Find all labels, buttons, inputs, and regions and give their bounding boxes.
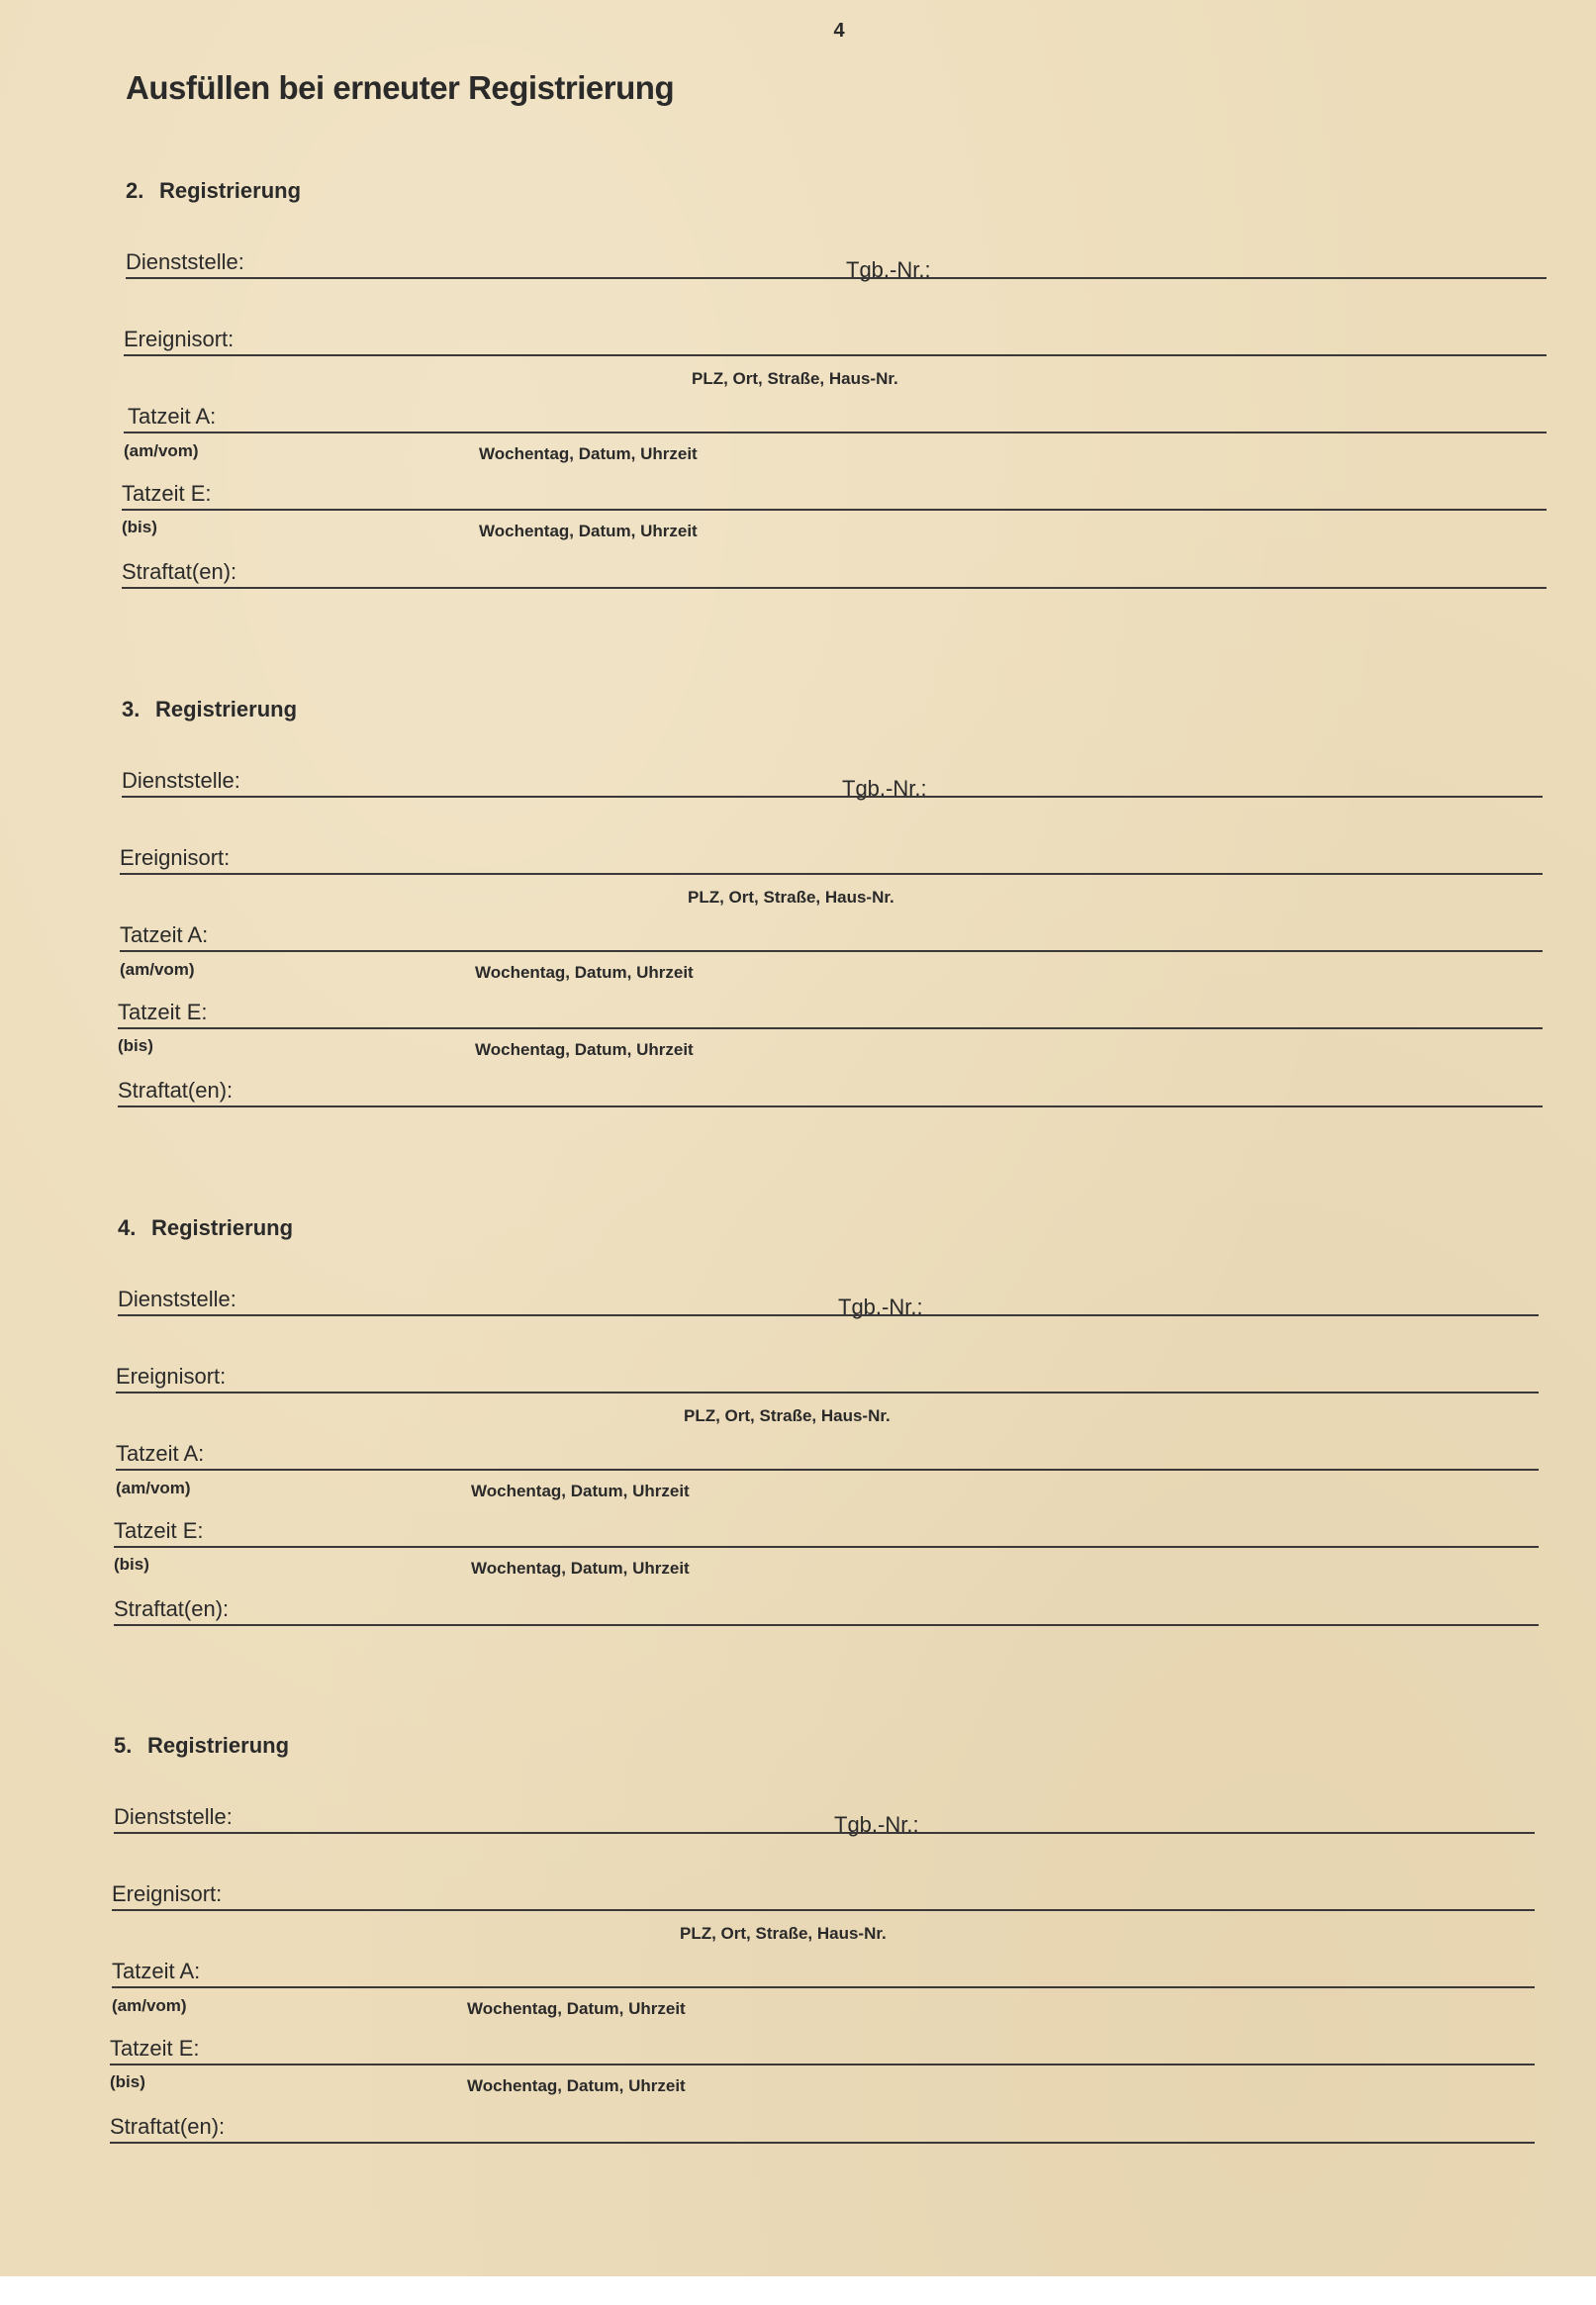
ereignisort-label: Ereignisort: (116, 1364, 227, 1389)
straftaten-field-line[interactable] (122, 587, 1547, 589)
ereignisort-label: Ereignisort: (112, 1881, 223, 1906)
tatzeit-e-field-line[interactable] (110, 2064, 1535, 2065)
tatzeit-e-label: Tatzeit E: (114, 1518, 204, 1543)
tatzeit-e-field-line[interactable] (114, 1546, 1539, 1548)
tatzeit-e-hint: Wochentag, Datum, Uhrzeit (471, 1559, 690, 1578)
registration-section-4 (114, 1215, 1596, 1690)
tatzeit-a-sub: (am/vom) (124, 441, 199, 460)
straftaten-field-line[interactable] (114, 1624, 1539, 1626)
dienststelle-field-line[interactable] (118, 1314, 1539, 1316)
tgb-nr-label: Tgb.-Nr.: (846, 257, 931, 282)
tatzeit-a-sub: (am/vom) (120, 960, 195, 979)
tatzeit-a-label: Tatzeit A: (120, 922, 209, 947)
dienststelle-label: Dienststelle: (118, 1287, 236, 1311)
section-heading (114, 1733, 289, 1759)
tatzeit-e-hint: Wochentag, Datum, Uhrzeit (475, 1040, 694, 1059)
dienststelle-field-line[interactable] (114, 1832, 1535, 1834)
dienststelle-label: Dienststelle: (114, 1804, 233, 1829)
section-number: 3. (122, 697, 141, 721)
ereignisort-hint: PLZ, Ort, Straße, Haus-Nr. (684, 1406, 891, 1425)
tatzeit-e-hint: Wochentag, Datum, Uhrzeit (479, 522, 698, 540)
section-label: Registrierung (155, 697, 298, 721)
registration-section-3 (118, 697, 1596, 1172)
tatzeit-a-field-line[interactable] (120, 950, 1543, 952)
section-heading (122, 697, 297, 722)
tatzeit-a-field-line[interactable] (112, 1986, 1535, 1988)
tatzeit-a-sub: (am/vom) (112, 1996, 187, 2015)
registration-section-2 (122, 178, 1596, 653)
ereignisort-label: Ereignisort: (124, 327, 235, 351)
straftaten-label: Straftat(en): (122, 559, 237, 584)
tatzeit-e-sub: (bis) (114, 1555, 149, 1574)
tatzeit-a-label: Tatzeit A: (116, 1441, 205, 1466)
ereignisort-field-line[interactable] (116, 1392, 1539, 1393)
section-heading (126, 178, 301, 204)
ereignisort-field-line[interactable] (124, 354, 1547, 356)
section-number: 5. (114, 1733, 133, 1758)
straftaten-label: Straftat(en): (114, 1596, 230, 1621)
page-title: Ausfüllen bei erneuter Registrierung (126, 69, 675, 106)
tatzeit-a-field-line[interactable] (116, 1469, 1539, 1471)
ereignisort-hint: PLZ, Ort, Straße, Haus-Nr. (692, 369, 898, 388)
tatzeit-e-label: Tatzeit E: (110, 2036, 200, 2061)
ereignisort-field-line[interactable] (112, 1909, 1535, 1911)
tgb-nr-label: Tgb.-Nr.: (838, 1295, 923, 1319)
section-label: Registrierung (151, 1215, 294, 1240)
tatzeit-e-label: Tatzeit E: (118, 1000, 208, 1024)
ereignisort-label: Ereignisort: (120, 845, 231, 870)
tatzeit-e-sub: (bis) (122, 518, 157, 536)
tatzeit-e-field-line[interactable] (122, 509, 1547, 511)
ereignisort-field-line[interactable] (120, 873, 1543, 875)
ereignisort-hint: PLZ, Ort, Straße, Haus-Nr. (680, 1924, 887, 1943)
tgb-nr-label: Tgb.-Nr.: (834, 1812, 919, 1837)
tatzeit-e-sub: (bis) (110, 2072, 145, 2091)
straftaten-label: Straftat(en): (118, 1078, 234, 1103)
straftaten-field-line[interactable] (118, 1105, 1543, 1107)
section-number: 2. (126, 178, 144, 203)
straftaten-label: Straftat(en): (110, 2114, 226, 2139)
tatzeit-a-hint: Wochentag, Datum, Uhrzeit (471, 1482, 690, 1500)
dienststelle-field-line[interactable] (126, 277, 1547, 279)
tatzeit-e-field-line[interactable] (118, 1027, 1543, 1029)
tatzeit-a-hint: Wochentag, Datum, Uhrzeit (475, 963, 694, 982)
tatzeit-e-label: Tatzeit E: (122, 481, 212, 506)
tatzeit-a-label: Tatzeit A: (128, 404, 217, 429)
tatzeit-a-sub: (am/vom) (116, 1479, 191, 1497)
ereignisort-hint: PLZ, Ort, Straße, Haus-Nr. (688, 888, 894, 907)
tatzeit-e-sub: (bis) (118, 1036, 153, 1055)
straftaten-field-line[interactable] (110, 2142, 1535, 2144)
section-label: Registrierung (147, 1733, 290, 1758)
dienststelle-label: Dienststelle: (126, 249, 244, 274)
dienststelle-label: Dienststelle: (122, 768, 240, 793)
section-number: 4. (118, 1215, 137, 1240)
registration-section-5 (110, 1733, 1596, 2208)
tgb-nr-label: Tgb.-Nr.: (842, 776, 927, 801)
tatzeit-a-hint: Wochentag, Datum, Uhrzeit (479, 444, 698, 463)
page-number: 4 (833, 20, 845, 42)
tatzeit-a-label: Tatzeit A: (112, 1959, 201, 1983)
section-heading (118, 1215, 293, 1241)
tatzeit-a-field-line[interactable] (124, 432, 1547, 433)
tatzeit-a-hint: Wochentag, Datum, Uhrzeit (467, 1999, 686, 2018)
section-label: Registrierung (159, 178, 302, 203)
tatzeit-e-hint: Wochentag, Datum, Uhrzeit (467, 2076, 686, 2095)
dienststelle-field-line[interactable] (122, 796, 1543, 798)
